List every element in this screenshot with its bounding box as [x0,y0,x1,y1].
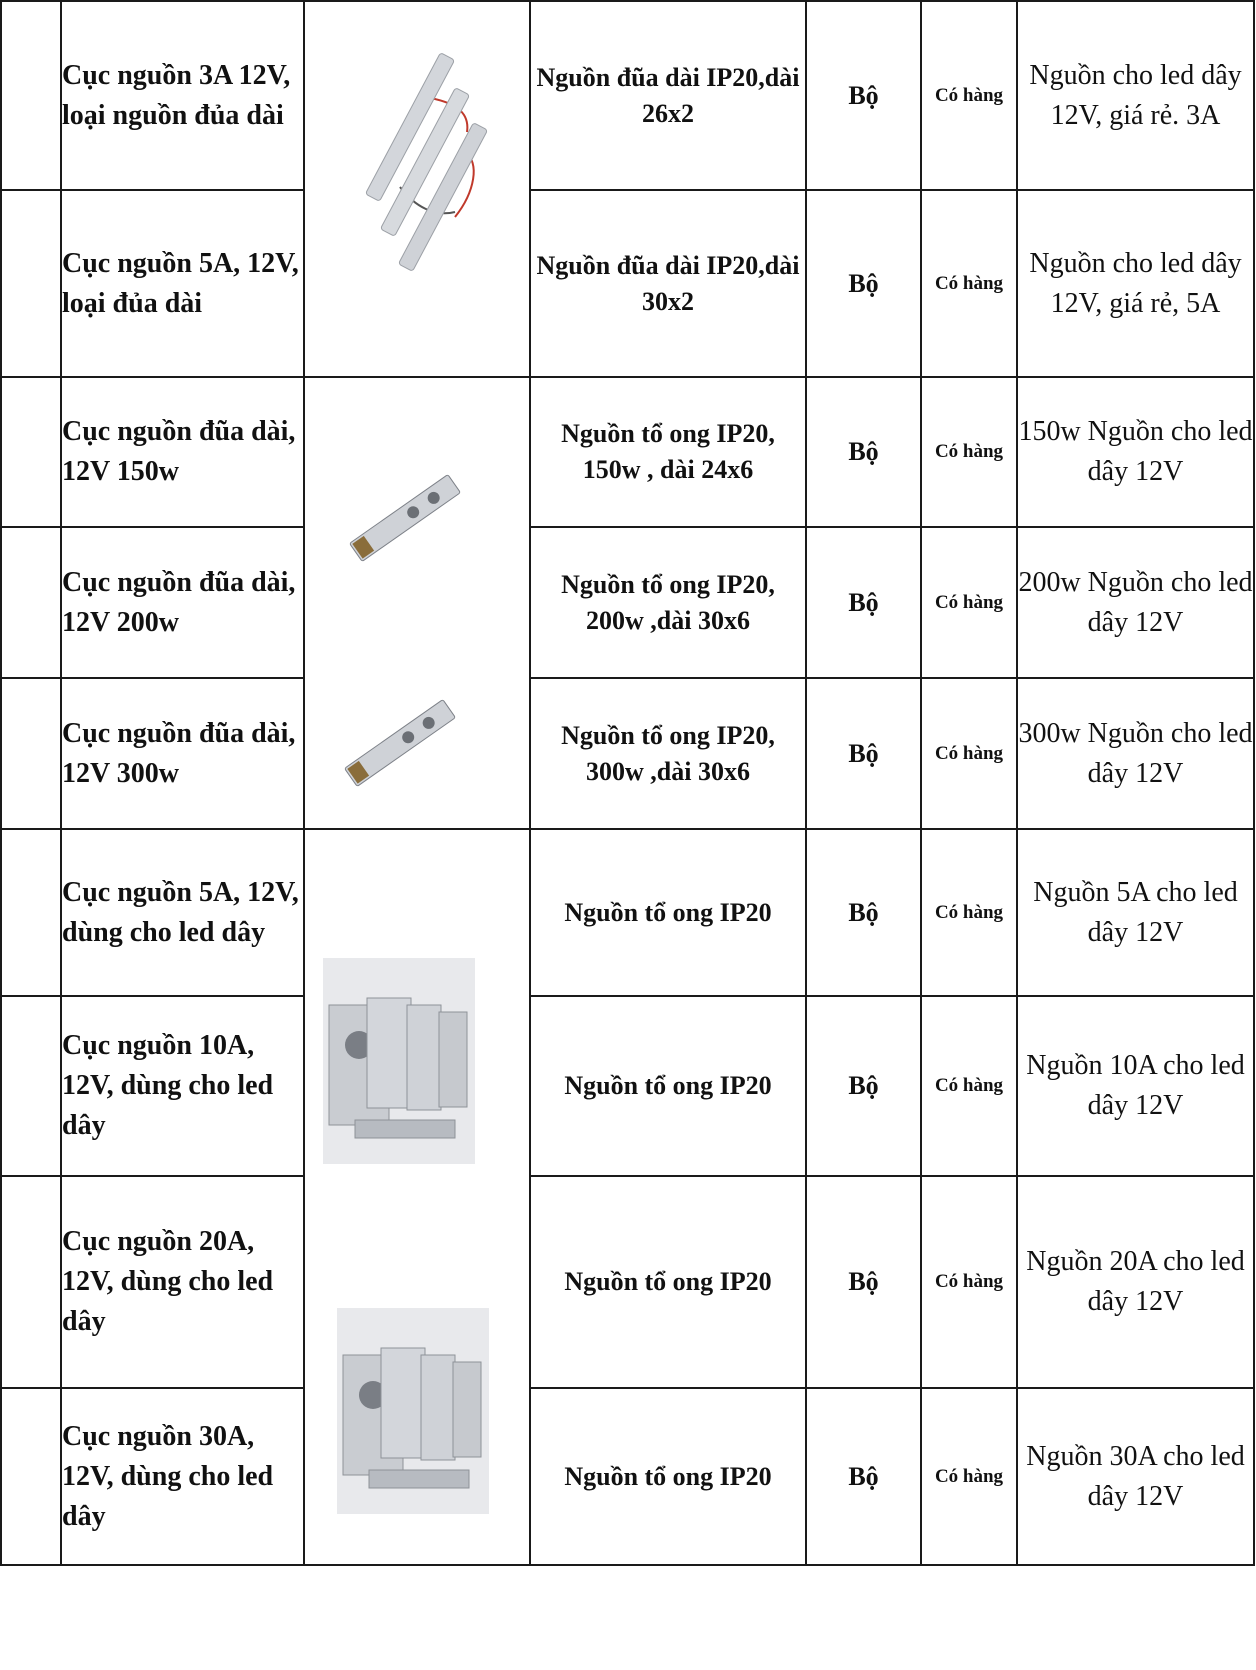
product-name: Cục nguồn đũa dài, 12V 300w [61,678,304,829]
product-name: Cục nguồn 10A, 12V, dùng cho led dây [61,996,304,1176]
product-note: 150w Nguồn cho led dây 12V [1017,377,1254,527]
index-cell [1,190,61,377]
product-note: Nguồn cho led dây 12V, giá rẻ. 3A [1017,1,1254,190]
table-row [1,190,1254,377]
index-cell [1,1,61,190]
product-name: Cục nguồn 20A, 12V, dùng cho led dây [61,1176,304,1388]
product-name: Cục nguồn đũa dài, 12V 200w [61,527,304,678]
product-spec: Nguồn tổ ong IP20, 150w , dài 24x6 [530,377,806,527]
index-cell [1,1388,61,1565]
product-note: Nguồn 30A cho led dây 12V [1017,1388,1254,1565]
unit-cell: Bộ [806,678,921,829]
unit-cell: Bộ [806,996,921,1176]
product-spec: Nguồn đũa dài IP20,dài 30x2 [530,190,806,377]
table-row [1,527,1254,678]
table-row [1,377,1254,527]
stock-status: Có hàng [921,1,1017,190]
slim-power-supply-photo [305,2,515,376]
unit-cell: Bộ [806,1,921,190]
unit-cell: Bộ [806,829,921,996]
product-note: Nguồn 10A cho led dây 12V [1017,996,1254,1176]
product-spec: Nguồn đũa dài IP20,dài 26x2 [530,1,806,190]
image-cell-slim-group [304,1,530,377]
unit-cell: Bộ [806,1388,921,1565]
stock-status: Có hàng [921,1176,1017,1388]
unit-cell: Bộ [806,527,921,678]
product-spec: Nguồn tổ ong IP20 [530,996,806,1176]
stock-status: Có hàng [921,1388,1017,1565]
slim-fan-power-supply-photo [305,378,515,828]
boxed-power-supplies-photo [305,830,515,1566]
product-note: 300w Nguồn cho led dây 12V [1017,678,1254,829]
product-note: Nguồn 5A cho led dây 12V [1017,829,1254,996]
table-row [1,1388,1254,1565]
table-row [1,678,1254,829]
index-cell [1,527,61,678]
unit-cell: Bộ [806,377,921,527]
unit-cell: Bộ [806,190,921,377]
image-cell-slim-fan [304,377,530,829]
stock-status: Có hàng [921,829,1017,996]
product-note: 200w Nguồn cho led dây 12V [1017,527,1254,678]
table-row [1,996,1254,1176]
table-row [1,1,1254,190]
index-cell [1,377,61,527]
stock-status: Có hàng [921,678,1017,829]
unit-cell: Bộ [806,1176,921,1388]
product-name: Cục nguồn 3A 12V, loại nguồn đủa dài [61,1,304,190]
table-row [1,1176,1254,1388]
index-cell [1,829,61,996]
product-name: Cục nguồn 5A, 12V, loại đủa dài [61,190,304,377]
product-spec: Nguồn tổ ong IP20 [530,1176,806,1388]
stock-status: Có hàng [921,527,1017,678]
stock-status: Có hàng [921,996,1017,1176]
index-cell [1,678,61,829]
product-spec: Nguồn tổ ong IP20 [530,829,806,996]
product-note: Nguồn cho led dây 12V, giá rẻ, 5A [1017,190,1254,377]
product-name: Cục nguồn 5A, 12V, dùng cho led dây [61,829,304,996]
product-name: Cục nguồn 30A, 12V, dùng cho led dây [61,1388,304,1565]
image-cell-boxed [304,829,530,1565]
product-note: Nguồn 20A cho led dây 12V [1017,1176,1254,1388]
stock-status: Có hàng [921,190,1017,377]
stock-status: Có hàng [921,377,1017,527]
index-cell [1,1176,61,1388]
product-name: Cục nguồn đũa dài, 12V 150w [61,377,304,527]
table-row [1,829,1254,996]
product-spec: Nguồn tổ ong IP20, 200w ,dài 30x6 [530,527,806,678]
product-spec: Nguồn tổ ong IP20, 300w ,dài 30x6 [530,678,806,829]
index-cell [1,996,61,1176]
product-spec: Nguồn tổ ong IP20 [530,1388,806,1565]
